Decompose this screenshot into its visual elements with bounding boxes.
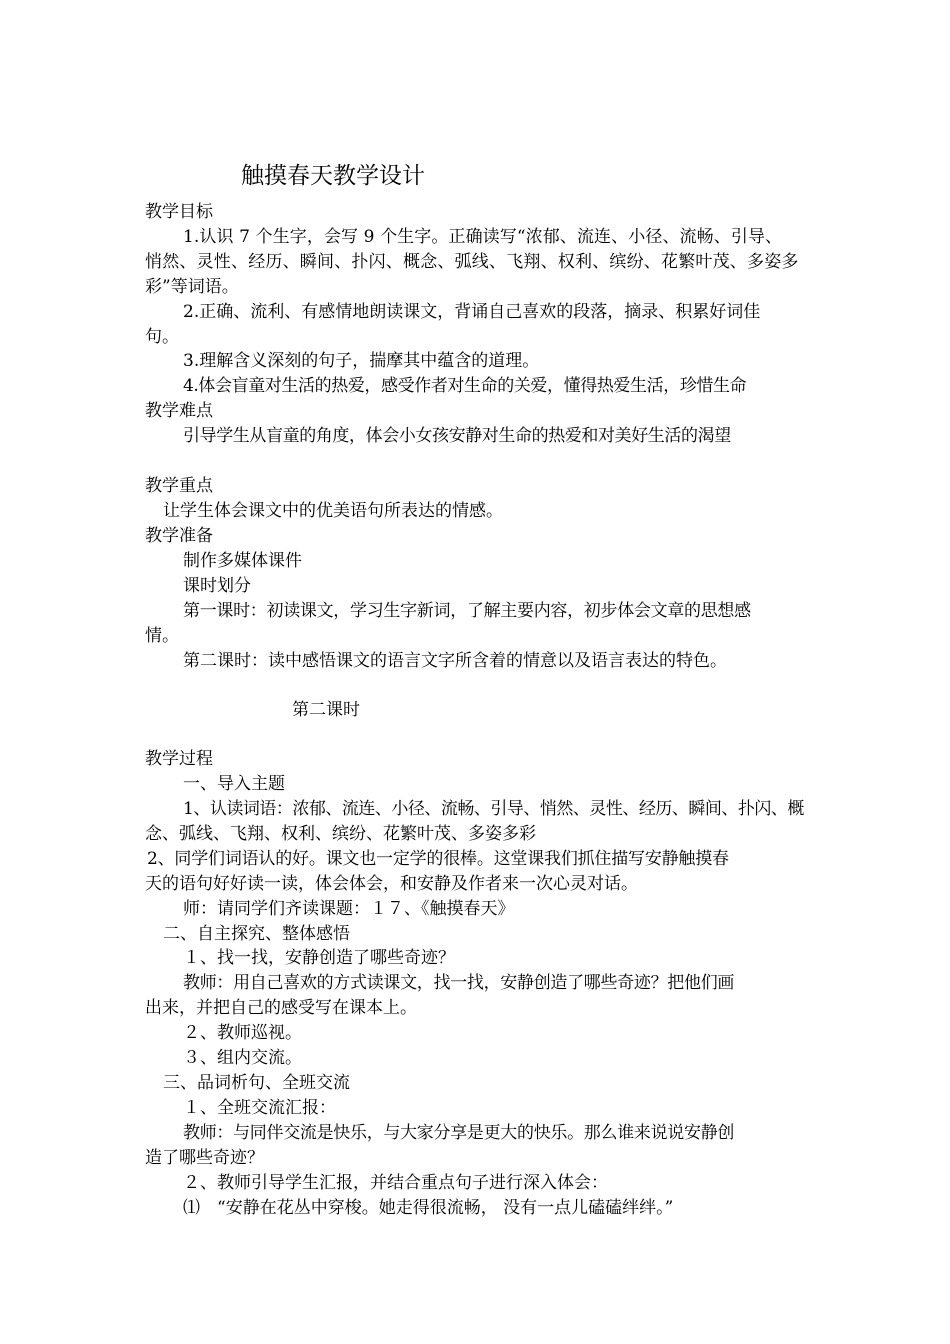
text-line: 制作多媒体课件 bbox=[183, 551, 302, 571]
section-heading-preparation: 教学准备 bbox=[145, 526, 213, 546]
text-line: 教师：用自己喜欢的方式读课文，找一找，安静创造了哪些奇迹？把他们画 bbox=[183, 973, 735, 993]
text-line: 悄然、灵性、经历、瞬间、扑闪、概念、弧线、飞翔、权利、缤纷、花繁叶茂、多姿多 bbox=[145, 252, 799, 272]
text-line: 师：请同学们齐读课题：１７、《触摸春天》 bbox=[183, 899, 515, 919]
text-line: 第二课时：读中感悟课文的语言文字所含着的情意以及语言表达的特色。 bbox=[183, 651, 727, 671]
section-heading-objectives: 教学目标 bbox=[145, 202, 213, 222]
text-line: 三、品词析句、全班交流 bbox=[163, 1073, 350, 1093]
text-line: 1、认读词语：浓郁、流连、小径、流畅、引导、悄然、灵性、经历、瞬间、扑闪、概 bbox=[183, 799, 804, 819]
text-line: 一、导入主题 bbox=[183, 774, 285, 794]
text-line: １、全班交流汇报： bbox=[183, 1098, 336, 1118]
text-line: 1.认识 7 个生字，会写 9 个生字。正确读写“浓郁、流连、小径、流畅、引导、 bbox=[183, 227, 783, 247]
text-line: 句。 bbox=[145, 327, 179, 347]
text-line: 课时划分 bbox=[183, 576, 251, 596]
text-line: 念、弧线、飞翔、权利、缤纷、花繁叶茂、多姿多彩 bbox=[145, 824, 536, 844]
text-line: ２、教师引导学生汇报，并结合重点句子进行深入体会： bbox=[183, 1173, 608, 1193]
text-line: 教师：与同伴交流是快乐，与大家分享是更大的快乐。那么谁来说说安静创 bbox=[183, 1123, 735, 1143]
text-line: 2、同学们词语认的好。课文也一定学的很棒。这堂课我们抓住描写安静触摸春 bbox=[147, 849, 729, 869]
document-title: 触摸春天教学设计 bbox=[241, 163, 425, 189]
text-line: 二、自主探究、整体感悟 bbox=[163, 924, 350, 944]
text-line: ２、教师巡视。 bbox=[183, 1023, 302, 1043]
text-line: 2.正确、流利、有感情地朗读课文，背诵自己喜欢的段落，摘录、积累好词佳 bbox=[183, 302, 761, 322]
text-line: 情。 bbox=[145, 626, 179, 646]
text-line: 造了哪些奇迹？ bbox=[145, 1148, 264, 1168]
text-line: 出来，并把自己的感受写在课本上。 bbox=[145, 998, 417, 1018]
section-heading-key-points: 教学重点 bbox=[145, 476, 213, 496]
text-line: 引导学生从盲童的角度，体会小女孩安静对生命的热爱和对美好生活的渴望 bbox=[183, 426, 731, 446]
text-line: １、找一找，安静创造了哪些奇迹？ bbox=[183, 948, 455, 968]
text-line: 天的语句好好读一读，体会体会，和安静及作者来一次心灵对话。 bbox=[145, 874, 638, 894]
text-line: ３、组内交流。 bbox=[183, 1048, 302, 1068]
text-line: 彩”等词语。 bbox=[145, 277, 239, 297]
text-line: 第一课时：初读课文，学习生字新词，了解主要内容，初步体会文章的思想感 bbox=[183, 601, 751, 621]
text-line: 让学生体会课文中的优美语句所表达的情感。 bbox=[163, 501, 503, 521]
lesson-subtitle: 第二课时 bbox=[292, 700, 360, 720]
text-line: 3.理解含义深刻的句子，揣摩其中蕴含的道理。 bbox=[183, 351, 540, 371]
section-heading-difficulties: 教学难点 bbox=[145, 401, 213, 421]
text-line: ⑴ “安静在花丛中穿梭。她走得很流畅， 没有一点儿磕磕绊绊。” bbox=[183, 1198, 674, 1218]
section-heading-process: 教学过程 bbox=[145, 749, 213, 769]
text-line: 4.体会盲童对生活的热爱，感受作者对生命的关爱，懂得热爱生活，珍惜生命 bbox=[183, 376, 747, 396]
